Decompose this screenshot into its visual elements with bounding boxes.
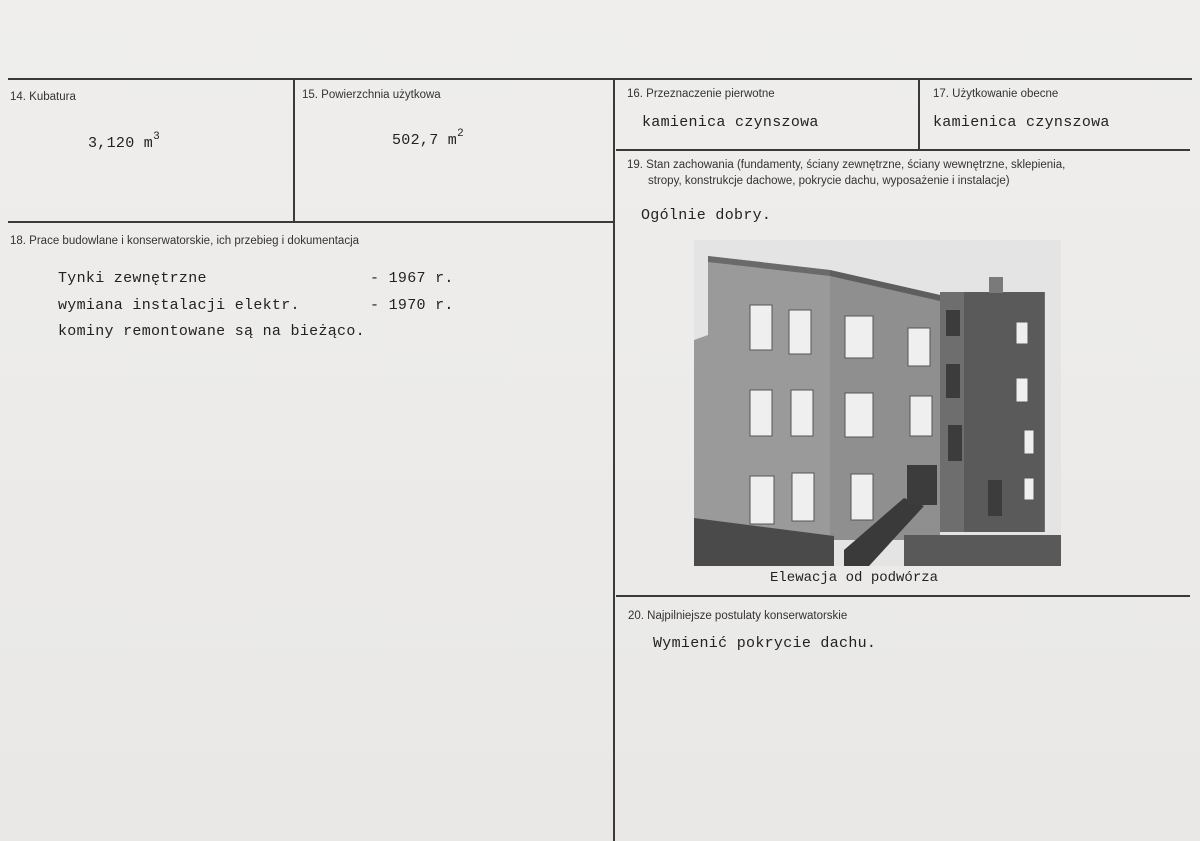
field-label-postulaty: 20. Najpilniejsze postulaty konserwatorskie <box>628 610 848 622</box>
divider <box>616 149 1190 151</box>
field-label-uzytkowanie: 17. Użytkowanie obecne <box>933 88 1059 100</box>
photo-caption: Elewacja od podwórza <box>770 570 939 586</box>
field-label-prace: 18. Prace budowlane i konserwatorskie, ich przebieg i dokumentacja <box>10 235 360 247</box>
field-label-stan-cont: stropy, konstrukcje dachowe, pokrycie dachu, wyposażenie i instalacje) <box>648 175 1010 187</box>
prace-line: wymiana instalacji elektr. <box>58 297 300 314</box>
field-value-kubatura: 3,120 $m^3$ <box>88 131 161 152</box>
field-value-przeznaczenie: kamienica czynszowa <box>642 114 819 131</box>
field-value-powierzchnia: 502,7 $m^2$ <box>392 128 465 149</box>
building-photo <box>694 240 1061 566</box>
field-label-przeznaczenie: 16. Przeznaczenie pierwotne <box>627 88 775 100</box>
divider <box>616 595 1190 597</box>
field-label-kubatura: 14. Kubatura <box>10 91 76 103</box>
field-value-uzytkowanie: kamienica czynszowa <box>933 114 1110 131</box>
field-value-stan: Ogólnie dobry. <box>641 207 772 224</box>
prace-year: - 1970 r. <box>370 297 454 314</box>
prace-year: - 1967 r. <box>370 270 454 287</box>
prace-line: kominy remontowane są na bieżąco. <box>58 323 365 340</box>
divider <box>918 78 920 150</box>
field-value-postulaty: Wymienić pokrycie dachu. <box>653 635 877 652</box>
divider <box>8 221 614 223</box>
divider <box>8 78 1192 80</box>
divider <box>293 78 295 222</box>
field-label-powierzchnia: 15. Powierzchnia użytkowa <box>302 89 441 101</box>
field-label-stan: 19. Stan zachowania (fundamenty, ściany zewnętrzne, ściany wewnętrzne, sklepienia, <box>627 159 1066 171</box>
prace-line: Tynki zewnętrzne <box>58 270 207 287</box>
divider <box>613 78 615 841</box>
